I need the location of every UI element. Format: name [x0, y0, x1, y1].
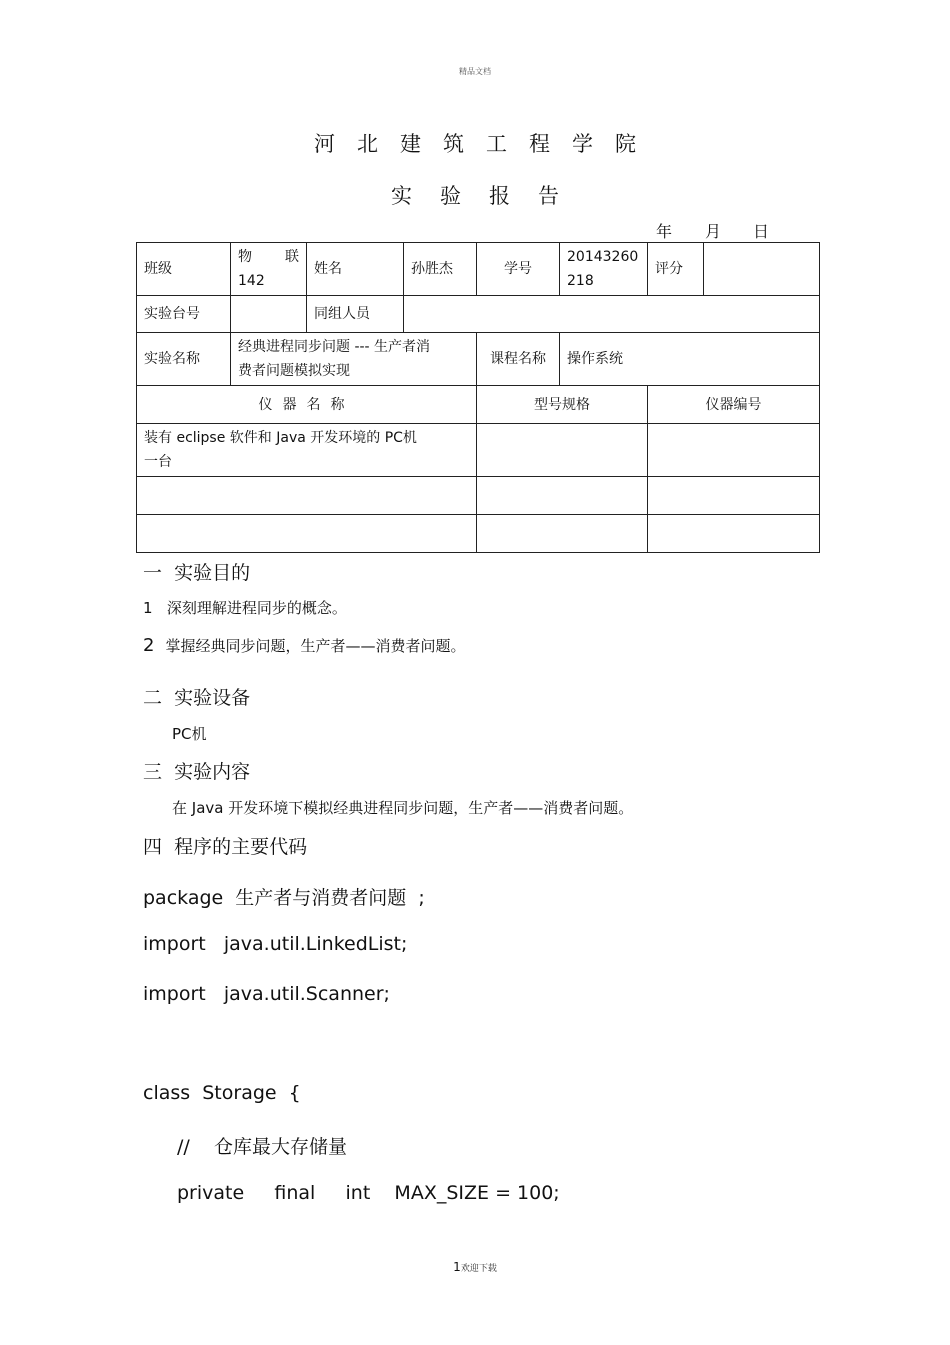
- instrument-row-2: [137, 477, 477, 515]
- page-number: 1: [453, 1260, 461, 1274]
- instrument-row-3-model: [477, 515, 648, 553]
- group-value: [404, 296, 820, 333]
- class-value-c: 142: [238, 273, 265, 289]
- instrument-row-1-model: [477, 424, 648, 477]
- student-id-a: 20143260: [567, 249, 639, 265]
- instrument-row-1-b: 一台: [144, 454, 172, 470]
- exp-name-value-b: 费者问题模拟实现: [238, 363, 350, 379]
- instrument-number-header: 仪器编号: [648, 386, 820, 424]
- experiment-info-table: [136, 242, 820, 553]
- page-footer: [0, 1260, 950, 1274]
- class-value-a: 物: [238, 249, 252, 265]
- section-1-item-2-text: 掌握经典同步问题，生产者——消费者问题。: [165, 637, 466, 655]
- section-3-title: 三 实验内容: [143, 761, 251, 783]
- school-name: 河北建筑工程学院: [314, 132, 658, 156]
- instrument-row-1-number: [648, 424, 820, 477]
- instrument-row-3-number: [648, 515, 820, 553]
- code-line: private final int MAX_SIZE = 100;: [177, 1182, 560, 1204]
- code-line: import java.util.Scanner;: [143, 983, 390, 1005]
- section-1-item-2-number: 2: [143, 635, 155, 656]
- group-label: 同组人员: [307, 296, 404, 333]
- instrument-row-2-model: [477, 477, 648, 515]
- code-line: import java.util.LinkedList;: [143, 933, 408, 955]
- section-2-title: 二 实验设备: [143, 687, 251, 709]
- course-label: 课程名称: [477, 333, 560, 386]
- bench-label: 实验台号: [137, 296, 231, 333]
- instrument-name-header: 仪器名称: [137, 386, 477, 424]
- date-month: 月: [705, 222, 722, 241]
- instrument-row-3: [137, 515, 477, 553]
- student-id-value: [560, 243, 648, 296]
- date-day: 日: [753, 222, 770, 241]
- code-line: // 仓库最大存储量: [177, 1136, 347, 1158]
- date-year: 年: [656, 222, 673, 241]
- code-line: class Storage {: [143, 1082, 301, 1104]
- exp-name-label: 实验名称: [137, 333, 231, 386]
- name-value: 孙胜杰: [404, 243, 477, 296]
- score-value: [704, 243, 820, 296]
- class-value-b: 联: [285, 249, 299, 265]
- report-title: 实验报告: [391, 184, 587, 208]
- instrument-row-1: [137, 424, 477, 477]
- class-label: 班级: [137, 243, 231, 296]
- section-1-item-2: [143, 635, 466, 656]
- exp-name-value-a: 经典进程同步问题 --- 生产者消: [238, 339, 431, 355]
- student-id-b: 218: [567, 273, 594, 289]
- code-line: package 生产者与消费者问题 ;: [143, 887, 425, 909]
- section-1-title: 一 实验目的: [143, 562, 251, 584]
- exp-name-value: [231, 333, 477, 386]
- header-watermark-text: 精品文档: [459, 67, 491, 76]
- section-2-text: PC机: [172, 725, 207, 743]
- section-4-title: 四 程序的主要代码: [143, 836, 308, 858]
- course-value: 操作系统: [560, 333, 820, 386]
- footer-text: 欢迎下载: [460, 1264, 497, 1274]
- model-spec-header: 型号规格: [477, 386, 648, 424]
- section-3-text: 在 Java 开发环境下模拟经典进程同步问题，生产者——消费者问题。: [172, 799, 634, 817]
- section-1-item-1: 1 深刻理解进程同步的概念。: [143, 599, 347, 617]
- score-label: 评分: [648, 243, 704, 296]
- bench-value: [231, 296, 307, 333]
- name-label: 姓名: [307, 243, 404, 296]
- instrument-row-1-a: 装有 eclipse 软件和 Java 开发环境的 PC机: [144, 430, 417, 446]
- class-value: [231, 243, 307, 296]
- id-label: 学号: [477, 243, 560, 296]
- instrument-row-2-number: [648, 477, 820, 515]
